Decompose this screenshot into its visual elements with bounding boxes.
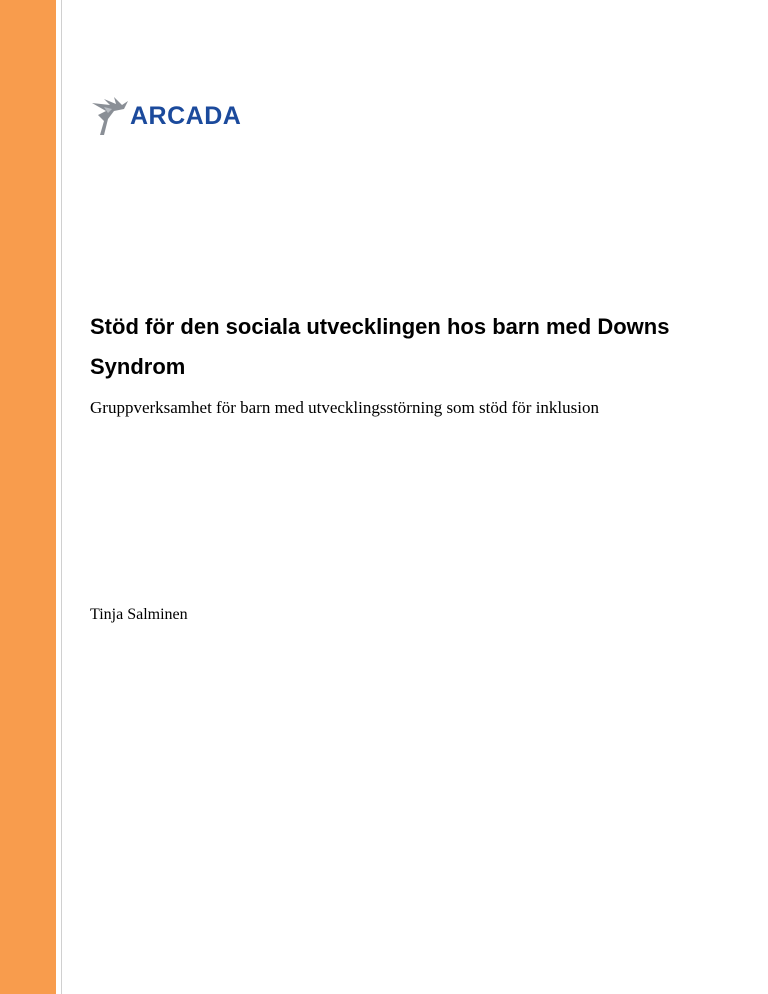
arcada-logo [90, 95, 270, 141]
thesis-subtitle: Gruppverksamhet för barn med utvecklingsstörning som stöd för inklusion [90, 398, 599, 417]
margin-divider [61, 0, 62, 994]
thesis-title: Stöd för den sociala utvecklingen hos barn med Downs Syndrom [90, 314, 670, 379]
author-name: Tinja Salminen [90, 606, 188, 623]
arcada-wordmark: ARCADA [130, 102, 242, 130]
arcada-bird-logo-icon [90, 95, 130, 139]
orange-side-bar [0, 0, 56, 994]
